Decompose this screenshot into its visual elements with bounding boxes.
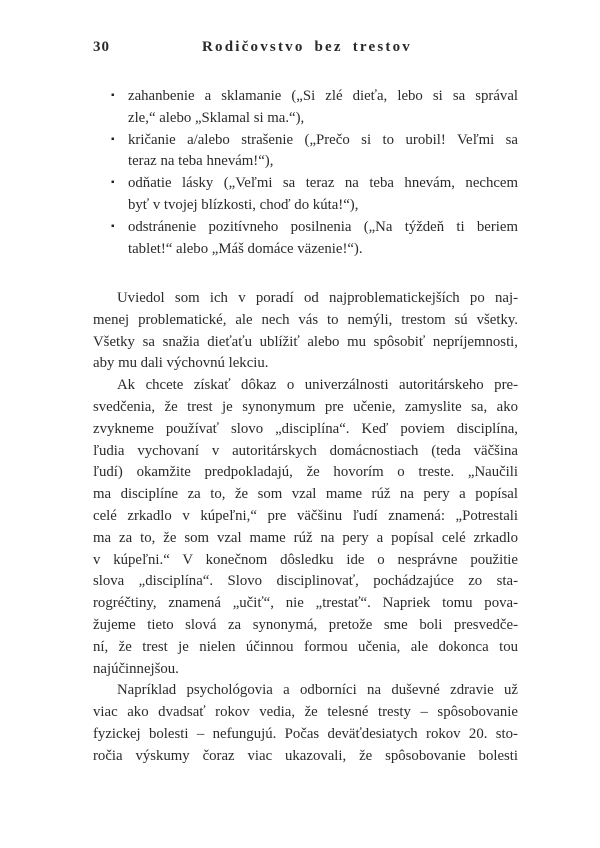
bullet-line: zahanbenie a sklamanie („Si zlé dieťa, lebo si sa správal — [128, 88, 518, 104]
bullet-square-icon: ▪ — [111, 220, 115, 232]
text-line: ma disciplíne za to, že som vzal mame rúž na pery a popísal — [93, 486, 518, 503]
text-line: zvykneme používať slovo „disciplína“. Keď poviem disciplína, — [93, 420, 518, 437]
text-line: svedčenia, že trest je synonymum pre učenie, zamyslite sa, ako — [93, 398, 518, 415]
body-text — [93, 288, 518, 768]
text-line: slova „disciplína“. Slovo disciplinovať, pochádzajúce zo sta- — [93, 573, 518, 590]
text-line: Napríklad psychológovia a odborníci na duševné zdravie už — [117, 682, 518, 699]
text-line: Všetky sa snažia dieťaťu ublížiť alebo mu spôsobiť nepríjemnosti, — [93, 333, 518, 350]
text-line: Ak chcete získať dôkaz o univerzálnosti autoritárskeho pre- — [117, 377, 518, 394]
text-line: celé zrkadlo v kúpeľni,“ pre väčšinu ľudí znamená: „Potrestali — [93, 507, 518, 524]
page-number: 30 — [93, 39, 110, 55]
bullet-line: zle,“ alebo „Sklamal si ma.“), — [128, 109, 305, 126]
bullet-square-icon: ▪ — [111, 177, 115, 189]
text-line: aby mu dali výchovnú lekciu. — [93, 355, 269, 372]
bullet-square-icon: ▪ — [111, 90, 115, 101]
paragraph — [93, 680, 518, 767]
text-line: viac ako dvadsať rokov vedia, že telesné tresty – spôsobovanie — [93, 704, 518, 721]
text-line: ľudia vychovaní v autoritárskych domácnostiach (teda väčšina — [93, 442, 518, 459]
text-line: Uviedol som ich v poradí od najproblematickejších po naj- — [117, 290, 518, 306]
text-line: menej problematické, ale nech vás to nemýli, trestom sú všetky. — [93, 311, 518, 328]
bullet-line: odňatie lásky („Veľmi sa teraz na teba hnevám, nechcem — [128, 175, 518, 192]
bullet-line: tablet!“ alebo „Máš domáce väzenie!“). — [128, 240, 363, 257]
bullet-line: byť v tvojej blízkosti, choď do kúta!“), — [128, 196, 359, 213]
paragraph — [93, 288, 518, 375]
text-line: fyzickej bolesti – nefungujú. Počas deväťdesiatych rokov 20. sto- — [93, 725, 518, 742]
text-line: ročia výskumy čoraz viac ukazovali, že spôsobovanie bolesti — [93, 747, 518, 764]
text-line: rogréčtiny, znamená „učiť“, nie „trestať“. Napriek tomu pova- — [93, 595, 518, 612]
bullet-square-icon: ▪ — [111, 133, 115, 145]
bullet-list — [110, 86, 518, 260]
text-line: v kúpeľni.“ V konečnom dôsledku ide o nesprávne použitie — [93, 551, 518, 568]
text-line: ma za to, že som vzal mame rúž na pery a popísal celé zrkadlo — [93, 529, 518, 546]
bullet-line: teraz na teba hnevám!“), — [128, 153, 274, 170]
bullet-item — [110, 173, 518, 217]
bullet-item — [110, 130, 518, 174]
text-line: ľudí) okamžite predpokladajú, že hovorím o treste. „Naučili — [93, 464, 518, 481]
text-line: ní, že trest je nielen účinnou formou učenia, ale dokonca tou — [93, 638, 518, 655]
bullet-item — [110, 86, 518, 130]
text-line: žujeme tieto slová za synonymá, pretože sme boli presvedče- — [93, 616, 518, 633]
bullet-line: kričanie a/alebo strašenie („Prečo si to urobil! Veľmi sa — [128, 131, 518, 148]
text-line: najúčinnejšou. — [93, 660, 179, 677]
page-header — [93, 39, 521, 57]
bullet-line: odstránenie pozitívneho posilnenia („Na týždeň ti beriem — [128, 218, 518, 235]
paragraph — [93, 375, 518, 680]
running-title: Rodičovstvo bez trestov — [202, 39, 412, 55]
bullet-item — [110, 217, 518, 261]
